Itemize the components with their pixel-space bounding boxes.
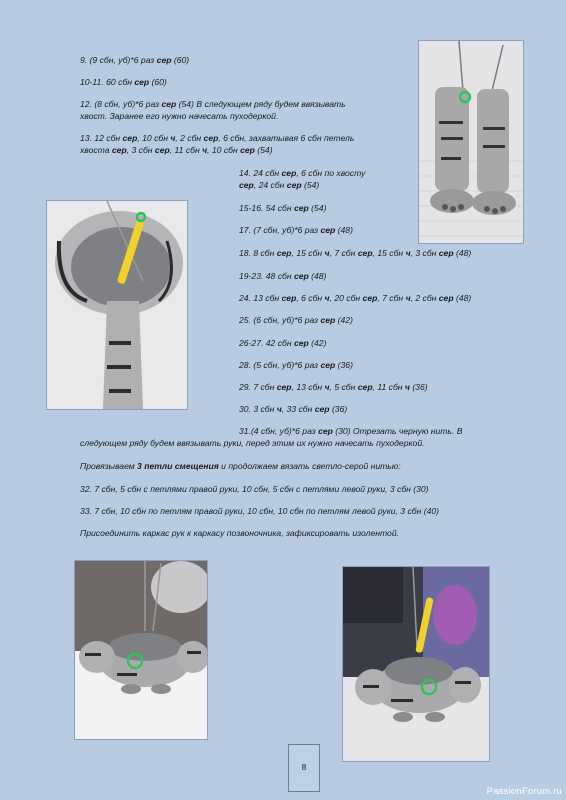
color-code: сер [438, 248, 454, 258]
row-15-16 [239, 202, 326, 214]
text-fragment: (60) [149, 77, 167, 87]
color-code: ч [405, 293, 411, 303]
text-fragment: , 10 сбн [207, 145, 241, 155]
color-code: ч [404, 382, 410, 392]
text-fragment: , 2 сбн [410, 293, 439, 303]
text-fragment: 13. 12 сбн [80, 133, 123, 143]
site-watermark: PassionForum.ru [486, 786, 562, 797]
color-code: сер [276, 248, 292, 258]
text-fragment: 32. 7 сбн, 5 сбн с петлями правой руки, 10 сбн, 5 сбн с петлями левой руки, 3 сбн (30) [80, 484, 429, 494]
text-fragment: (54) В следующем ряду будем ввязывать [176, 99, 346, 109]
text-fragment: хвост. Заранее его нужно начесать пуходеркой. [80, 111, 279, 121]
text-fragment: следующем ряду будем ввязывать руки, перед этим их нужно начесать пуходеркой. [80, 438, 425, 448]
row-19-23 [239, 270, 326, 282]
text-fragment: , 10 сбн [137, 133, 171, 143]
page-number-box [288, 744, 320, 792]
color-code: сер [281, 293, 297, 303]
text-fragment: и продолжаем вязать светло-серой нитью: [218, 461, 401, 471]
row-30 [239, 403, 347, 415]
row-12-line1 [80, 98, 346, 110]
text-fragment: (54) [301, 180, 320, 190]
arms-attached-photo-left [74, 560, 208, 740]
color-code: сер [239, 180, 254, 190]
text-fragment: , 2 сбн [175, 133, 204, 143]
color-code: ч [324, 293, 330, 303]
text-fragment: 19-23. 48 сбн [239, 271, 294, 281]
row-14-line2 [239, 179, 319, 191]
text-fragment: (54) [308, 203, 327, 213]
row-31-line1 [239, 425, 462, 437]
text-fragment: хвоста [80, 145, 112, 155]
row-10-11 [80, 76, 167, 88]
row-14-line1 [239, 167, 365, 179]
row-17 [239, 224, 353, 236]
row-12-line2 [80, 110, 278, 122]
body-opening-photo [46, 200, 188, 410]
color-code: сер [320, 225, 336, 235]
color-code: сер [293, 203, 309, 213]
text-fragment: , 15 сбн [372, 248, 406, 258]
text-fragment: , 7 сбн [377, 293, 406, 303]
text-fragment: , 15 сбн [291, 248, 325, 258]
legs-photo [418, 40, 524, 244]
text-fragment: , 20 сбн [329, 293, 363, 303]
color-code: сер [362, 293, 378, 303]
color-code: сер [320, 360, 336, 370]
color-code: 3 петли смещения [137, 461, 219, 471]
text-fragment: Присоединить каркас рук к каркасу позвоночника, зафиксировать изолентой. [80, 528, 399, 538]
color-code: сер [320, 315, 336, 325]
text-fragment: 12. (8 сбн, уб)*6 раз [80, 99, 162, 109]
color-code: сер [134, 77, 150, 87]
text-fragment: , 24 сбн [253, 180, 287, 190]
color-code: сер [111, 145, 127, 155]
color-code: сер [314, 404, 330, 414]
row-25 [239, 314, 353, 326]
text-fragment: , 33 сбн [281, 404, 315, 414]
row-9 [80, 54, 189, 66]
text-fragment: , 6 сбн по хвосту [296, 168, 366, 178]
text-fragment: , 11 сбн [372, 382, 405, 392]
text-fragment: , 6 сбн, захватывая 6 сбн петель [218, 133, 355, 143]
text-fragment: 25. (6 сбн, уб)*6 раз [239, 315, 321, 325]
text-fragment: (36) [329, 404, 348, 414]
text-fragment: 18. 8 сбн [239, 248, 277, 258]
color-code: сер [357, 382, 373, 392]
text-fragment: 29. 7 сбн [239, 382, 277, 392]
color-code: сер [286, 180, 302, 190]
color-code: сер [276, 382, 292, 392]
color-code: ч [324, 382, 330, 392]
page-number: 8 [301, 763, 307, 772]
text-fragment: 33. 7 сбн, 10 сбн по петлям правой руки, 10 сбн, 10 сбн по петлям левой руки, 3 сбн (40) [80, 506, 439, 516]
row-28 [239, 359, 353, 371]
row-31-line2 [80, 437, 425, 449]
text-fragment: 17. (7 сбн, уб)*6 раз [239, 225, 321, 235]
text-fragment: (48) [453, 248, 472, 258]
text-fragment: , 7 сбн [329, 248, 358, 258]
text-fragment: (30) Отрезать черную нить. В [332, 426, 463, 436]
color-code: сер [293, 338, 309, 348]
color-code: сер [293, 271, 309, 281]
text-fragment: (42) [308, 338, 327, 348]
color-code: сер [318, 426, 333, 436]
row-13-line1 [80, 132, 354, 144]
text-fragment: , 5 сбн [329, 382, 358, 392]
text-fragment: , 3 сбн [126, 145, 155, 155]
arms-attached-photo-right [342, 566, 490, 762]
text-fragment: (36) [335, 360, 353, 370]
text-fragment: Провязываем [80, 461, 138, 471]
text-fragment: (48) [308, 271, 327, 281]
text-fragment: 28. (5 сбн, уб)*6 раз [239, 360, 321, 370]
text-fragment: (60) [171, 55, 190, 65]
text-fragment: , 6 сбн [296, 293, 325, 303]
color-code: ч [202, 145, 208, 155]
text-fragment: , 11 сбн [169, 145, 203, 155]
color-code: сер [161, 99, 177, 109]
color-code: ч [324, 248, 330, 258]
color-code: сер [122, 133, 138, 143]
text-fragment: (42) [335, 315, 353, 325]
text-fragment: 30. 3 сбн [239, 404, 277, 414]
text-fragment: 9. (9 сбн, уб)*6 раз [80, 55, 157, 65]
color-code: сер [156, 55, 172, 65]
color-code: ч [170, 133, 176, 143]
color-code: ч [276, 404, 282, 414]
text-fragment: (54) [254, 145, 273, 155]
row-29 [239, 381, 428, 393]
text-fragment: 26-27. 42 сбн [239, 338, 294, 348]
text-fragment: (36) [409, 382, 428, 392]
color-code: сер [438, 293, 454, 303]
text-fragment: (48) [335, 225, 353, 235]
row-13-line2 [80, 144, 273, 156]
text-fragment: 24. 13 сбн [239, 293, 282, 303]
color-code: сер [357, 248, 373, 258]
text-fragment: 14. 24 сбн [239, 168, 282, 178]
row-32 [80, 483, 429, 495]
row-24 [239, 292, 471, 304]
text-fragment: 31.(4 сбн, уб)*6 раз [239, 426, 319, 436]
row-26-27 [239, 337, 326, 349]
row-18 [239, 247, 471, 259]
color-code: сер [154, 145, 170, 155]
text-fragment: , 13 сбн [291, 382, 325, 392]
text-fragment: 15-16. 54 сбн [239, 203, 294, 213]
text-fragment: (48) [453, 293, 472, 303]
text-fragment: 10-11. 60 сбн [80, 77, 135, 87]
color-code: ч [405, 248, 411, 258]
text-fragment: , 3 сбн [410, 248, 439, 258]
color-code: сер [240, 145, 255, 155]
color-code: сер [281, 168, 297, 178]
color-code: сер [203, 133, 219, 143]
shift-loops-note [80, 460, 401, 472]
row-33 [80, 505, 439, 517]
attach-instruction [80, 527, 399, 539]
